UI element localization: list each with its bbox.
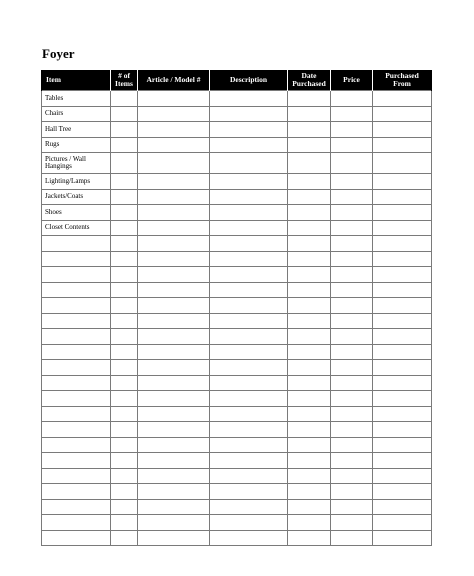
column-header bbox=[42, 70, 111, 91]
table-row bbox=[42, 453, 432, 469]
entry-cell[interactable] bbox=[373, 329, 432, 345]
entry-cell[interactable] bbox=[288, 174, 331, 190]
entry-cell[interactable] bbox=[138, 106, 210, 122]
column-header bbox=[111, 70, 138, 91]
entry-cell[interactable] bbox=[210, 236, 288, 252]
entry-cell[interactable] bbox=[111, 360, 138, 376]
table-row bbox=[42, 329, 432, 345]
entry-cell[interactable] bbox=[210, 313, 288, 329]
table-row bbox=[42, 375, 432, 391]
table-row bbox=[42, 106, 432, 122]
entry-cell[interactable] bbox=[138, 329, 210, 345]
entry-cell[interactable] bbox=[288, 236, 331, 252]
entry-cell[interactable] bbox=[210, 344, 288, 360]
entry-cell[interactable] bbox=[331, 406, 373, 422]
item-label-text: Tables bbox=[45, 93, 64, 102]
entry-cell[interactable] bbox=[331, 122, 373, 138]
entry-cell[interactable] bbox=[373, 406, 432, 422]
table-row bbox=[42, 153, 432, 174]
entry-cell[interactable] bbox=[210, 205, 288, 221]
entry-cell[interactable] bbox=[373, 437, 432, 453]
entry-cell[interactable] bbox=[111, 468, 138, 484]
column-header-text: Purchased bbox=[292, 79, 326, 88]
entry-cell[interactable] bbox=[210, 530, 288, 546]
entry-cell[interactable] bbox=[42, 453, 111, 469]
item-label-text: Rugs bbox=[45, 140, 60, 148]
entry-cell[interactable] bbox=[373, 282, 432, 298]
page-title: Foyer bbox=[42, 46, 75, 61]
entry-cell[interactable] bbox=[138, 251, 210, 267]
entry-cell[interactable] bbox=[42, 329, 111, 345]
entry-cell[interactable] bbox=[288, 137, 331, 153]
entry-cell[interactable] bbox=[138, 137, 210, 153]
entry-cell[interactable] bbox=[331, 251, 373, 267]
item-label-text: Shoes bbox=[45, 207, 62, 216]
entry-cell[interactable] bbox=[331, 422, 373, 438]
column-header bbox=[331, 70, 373, 91]
entry-cell[interactable] bbox=[210, 422, 288, 438]
entry-cell[interactable] bbox=[42, 530, 111, 546]
entry-cell[interactable] bbox=[111, 91, 138, 107]
entry-cell[interactable] bbox=[288, 422, 331, 438]
entry-cell[interactable] bbox=[138, 122, 210, 138]
entry-cell[interactable] bbox=[111, 422, 138, 438]
entry-cell[interactable] bbox=[210, 329, 288, 345]
entry-cell[interactable] bbox=[42, 391, 111, 407]
entry-cell[interactable] bbox=[138, 344, 210, 360]
entry-cell[interactable] bbox=[373, 515, 432, 531]
entry-cell[interactable] bbox=[288, 267, 331, 283]
entry-cell[interactable] bbox=[288, 515, 331, 531]
item-label bbox=[42, 91, 111, 107]
table-row bbox=[42, 236, 432, 252]
entry-cell[interactable] bbox=[288, 153, 331, 174]
entry-cell[interactable] bbox=[111, 106, 138, 122]
entry-cell[interactable] bbox=[373, 422, 432, 438]
entry-cell[interactable] bbox=[42, 344, 111, 360]
entry-cell[interactable] bbox=[331, 220, 373, 236]
entry-cell[interactable] bbox=[373, 106, 432, 122]
item-label-text: Hangings bbox=[45, 162, 72, 170]
entry-cell[interactable] bbox=[210, 251, 288, 267]
entry-cell[interactable] bbox=[210, 137, 288, 153]
entry-cell[interactable] bbox=[288, 106, 331, 122]
column-header bbox=[210, 70, 288, 91]
entry-cell[interactable] bbox=[138, 220, 210, 236]
entry-cell[interactable] bbox=[138, 484, 210, 500]
entry-cell[interactable] bbox=[138, 530, 210, 546]
item-label bbox=[42, 189, 111, 205]
column-header-text: Items bbox=[115, 79, 133, 88]
entry-cell[interactable] bbox=[138, 174, 210, 190]
entry-cell[interactable] bbox=[373, 153, 432, 174]
table-row bbox=[42, 282, 432, 298]
entry-cell[interactable] bbox=[331, 153, 373, 174]
entry-cell[interactable] bbox=[111, 220, 138, 236]
column-header-text: Date bbox=[301, 71, 317, 80]
column-header-text: Price bbox=[343, 75, 360, 84]
entry-cell[interactable] bbox=[111, 298, 138, 314]
entry-cell[interactable] bbox=[42, 236, 111, 252]
item-label-text: Pictures / Wall bbox=[45, 154, 86, 163]
table-row bbox=[42, 344, 432, 360]
entry-cell[interactable] bbox=[288, 484, 331, 500]
column-header-text: # of bbox=[118, 71, 130, 80]
entry-cell[interactable] bbox=[42, 484, 111, 500]
item-label bbox=[42, 153, 111, 174]
entry-cell[interactable] bbox=[331, 360, 373, 376]
column-header-text: From bbox=[393, 79, 411, 88]
table-row bbox=[42, 515, 432, 531]
entry-cell[interactable] bbox=[138, 313, 210, 329]
entry-cell[interactable] bbox=[111, 282, 138, 298]
entry-cell[interactable] bbox=[373, 91, 432, 107]
table-row bbox=[42, 391, 432, 407]
entry-cell[interactable] bbox=[288, 530, 331, 546]
entry-cell[interactable] bbox=[331, 137, 373, 153]
entry-cell[interactable] bbox=[42, 406, 111, 422]
item-label-text: Lighting/Lamps bbox=[45, 176, 91, 185]
entry-cell[interactable] bbox=[331, 298, 373, 314]
table-row bbox=[42, 220, 432, 236]
entry-cell[interactable] bbox=[42, 267, 111, 283]
column-header bbox=[373, 70, 432, 91]
table-row bbox=[42, 360, 432, 376]
table-row bbox=[42, 313, 432, 329]
table-row bbox=[42, 251, 432, 267]
entry-cell[interactable] bbox=[42, 499, 111, 515]
table-row bbox=[42, 205, 432, 221]
entry-cell[interactable] bbox=[373, 137, 432, 153]
entry-cell[interactable] bbox=[210, 453, 288, 469]
entry-cell[interactable] bbox=[138, 298, 210, 314]
entry-cell[interactable] bbox=[111, 189, 138, 205]
item-label-text: Jackets/Coats bbox=[45, 192, 84, 200]
entry-cell[interactable] bbox=[373, 453, 432, 469]
entry-cell[interactable] bbox=[373, 220, 432, 236]
table-row bbox=[42, 91, 432, 107]
item-label bbox=[42, 122, 111, 138]
entry-cell[interactable] bbox=[111, 437, 138, 453]
entry-cell[interactable] bbox=[210, 174, 288, 190]
entry-cell[interactable] bbox=[331, 236, 373, 252]
entry-cell[interactable] bbox=[373, 499, 432, 515]
entry-cell[interactable] bbox=[210, 484, 288, 500]
entry-cell[interactable] bbox=[138, 153, 210, 174]
entry-cell[interactable] bbox=[210, 360, 288, 376]
entry-cell[interactable] bbox=[111, 484, 138, 500]
entry-cell[interactable] bbox=[210, 122, 288, 138]
entry-cell[interactable] bbox=[288, 391, 331, 407]
entry-cell[interactable] bbox=[138, 205, 210, 221]
entry-cell[interactable] bbox=[42, 515, 111, 531]
entry-cell[interactable] bbox=[42, 360, 111, 376]
table-row bbox=[42, 468, 432, 484]
entry-cell[interactable] bbox=[210, 106, 288, 122]
item-label-text: Closet Contents bbox=[45, 223, 90, 231]
entry-cell[interactable] bbox=[331, 453, 373, 469]
entry-cell[interactable] bbox=[331, 499, 373, 515]
entry-cell[interactable] bbox=[138, 391, 210, 407]
entry-cell[interactable] bbox=[331, 106, 373, 122]
item-label bbox=[42, 137, 111, 153]
entry-cell[interactable] bbox=[331, 484, 373, 500]
entry-cell[interactable] bbox=[111, 205, 138, 221]
column-header-text: Purchased bbox=[385, 71, 419, 80]
entry-cell[interactable] bbox=[111, 267, 138, 283]
entry-cell[interactable] bbox=[42, 422, 111, 438]
entry-cell[interactable] bbox=[138, 422, 210, 438]
entry-cell[interactable] bbox=[111, 122, 138, 138]
entry-cell[interactable] bbox=[111, 174, 138, 190]
entry-cell[interactable] bbox=[331, 329, 373, 345]
entry-cell[interactable] bbox=[331, 91, 373, 107]
entry-cell[interactable] bbox=[210, 515, 288, 531]
entry-cell[interactable] bbox=[210, 91, 288, 107]
entry-cell[interactable] bbox=[210, 406, 288, 422]
entry-cell[interactable] bbox=[288, 344, 331, 360]
entry-cell[interactable] bbox=[111, 515, 138, 531]
entry-cell[interactable] bbox=[210, 189, 288, 205]
entry-cell[interactable] bbox=[210, 437, 288, 453]
entry-cell[interactable] bbox=[331, 282, 373, 298]
entry-cell[interactable] bbox=[138, 453, 210, 469]
entry-cell[interactable] bbox=[288, 329, 331, 345]
entry-cell[interactable] bbox=[288, 251, 331, 267]
entry-cell[interactable] bbox=[373, 344, 432, 360]
table-row bbox=[42, 174, 432, 190]
column-header-text: Article / Model # bbox=[146, 75, 201, 84]
entry-cell[interactable] bbox=[373, 530, 432, 546]
entry-cell[interactable] bbox=[373, 267, 432, 283]
entry-cell[interactable] bbox=[138, 437, 210, 453]
entry-cell[interactable] bbox=[138, 515, 210, 531]
entry-cell[interactable] bbox=[210, 298, 288, 314]
entry-cell[interactable] bbox=[288, 406, 331, 422]
entry-cell[interactable] bbox=[210, 220, 288, 236]
entry-cell[interactable] bbox=[331, 468, 373, 484]
entry-cell[interactable] bbox=[288, 375, 331, 391]
entry-cell[interactable] bbox=[373, 122, 432, 138]
entry-cell[interactable] bbox=[111, 391, 138, 407]
table-row bbox=[42, 137, 432, 153]
entry-cell[interactable] bbox=[331, 437, 373, 453]
entry-cell[interactable] bbox=[288, 437, 331, 453]
column-header bbox=[138, 70, 210, 91]
entry-cell[interactable] bbox=[373, 298, 432, 314]
entry-cell[interactable] bbox=[373, 468, 432, 484]
entry-cell[interactable] bbox=[111, 329, 138, 345]
entry-cell[interactable] bbox=[42, 313, 111, 329]
entry-cell[interactable] bbox=[138, 236, 210, 252]
table-row bbox=[42, 530, 432, 546]
item-label-text: Hall Tree bbox=[45, 124, 72, 133]
entry-cell[interactable] bbox=[138, 91, 210, 107]
entry-cell[interactable] bbox=[288, 282, 331, 298]
item-label bbox=[42, 174, 111, 190]
entry-cell[interactable] bbox=[42, 375, 111, 391]
entry-cell[interactable] bbox=[210, 267, 288, 283]
entry-cell[interactable] bbox=[331, 530, 373, 546]
entry-cell[interactable] bbox=[42, 251, 111, 267]
header-row bbox=[42, 70, 432, 91]
entry-cell[interactable] bbox=[138, 360, 210, 376]
entry-cell[interactable] bbox=[111, 137, 138, 153]
entry-cell[interactable] bbox=[210, 391, 288, 407]
entry-cell[interactable] bbox=[210, 375, 288, 391]
entry-cell[interactable] bbox=[111, 236, 138, 252]
entry-cell[interactable] bbox=[288, 122, 331, 138]
table-row bbox=[42, 437, 432, 453]
entry-cell[interactable] bbox=[138, 375, 210, 391]
table-row bbox=[42, 122, 432, 138]
item-label bbox=[42, 205, 111, 221]
entry-cell[interactable] bbox=[373, 189, 432, 205]
entry-cell[interactable] bbox=[288, 453, 331, 469]
entry-cell[interactable] bbox=[111, 251, 138, 267]
entry-cell[interactable] bbox=[331, 174, 373, 190]
entry-cell[interactable] bbox=[210, 153, 288, 174]
inventory-table bbox=[41, 70, 432, 546]
entry-cell[interactable] bbox=[138, 267, 210, 283]
table-row bbox=[42, 499, 432, 515]
entry-cell[interactable] bbox=[373, 484, 432, 500]
entry-cell[interactable] bbox=[288, 468, 331, 484]
table-row bbox=[42, 406, 432, 422]
entry-cell[interactable] bbox=[111, 530, 138, 546]
entry-cell[interactable] bbox=[138, 499, 210, 515]
entry-cell[interactable] bbox=[331, 391, 373, 407]
entry-cell[interactable] bbox=[210, 468, 288, 484]
entry-cell[interactable] bbox=[111, 406, 138, 422]
entry-cell[interactable] bbox=[331, 189, 373, 205]
item-label-text: Chairs bbox=[45, 109, 64, 117]
entry-cell[interactable] bbox=[138, 189, 210, 205]
entry-cell[interactable] bbox=[331, 375, 373, 391]
item-label bbox=[42, 106, 111, 122]
entry-cell[interactable] bbox=[288, 360, 331, 376]
item-label bbox=[42, 220, 111, 236]
entry-cell[interactable] bbox=[111, 375, 138, 391]
column-header bbox=[288, 70, 331, 91]
entry-cell[interactable] bbox=[111, 499, 138, 515]
entry-cell[interactable] bbox=[111, 453, 138, 469]
entry-cell[interactable] bbox=[288, 313, 331, 329]
entry-cell[interactable] bbox=[331, 515, 373, 531]
entry-cell[interactable] bbox=[138, 406, 210, 422]
entry-cell[interactable] bbox=[288, 91, 331, 107]
table-row bbox=[42, 422, 432, 438]
column-header-text: Description bbox=[229, 75, 268, 84]
entry-cell[interactable] bbox=[288, 298, 331, 314]
table-body bbox=[42, 91, 432, 546]
entry-cell[interactable] bbox=[111, 344, 138, 360]
entry-cell[interactable] bbox=[138, 468, 210, 484]
entry-cell[interactable] bbox=[42, 437, 111, 453]
entry-cell[interactable] bbox=[373, 360, 432, 376]
entry-cell[interactable] bbox=[288, 189, 331, 205]
table-row bbox=[42, 484, 432, 500]
entry-cell[interactable] bbox=[373, 174, 432, 190]
column-header-text: Item bbox=[46, 75, 61, 84]
entry-cell[interactable] bbox=[373, 391, 432, 407]
entry-cell[interactable] bbox=[42, 282, 111, 298]
entry-cell[interactable] bbox=[111, 313, 138, 329]
table-row bbox=[42, 189, 432, 205]
entry-cell[interactable] bbox=[373, 251, 432, 267]
entry-cell[interactable] bbox=[331, 205, 373, 221]
entry-cell[interactable] bbox=[373, 313, 432, 329]
entry-cell[interactable] bbox=[288, 220, 331, 236]
entry-cell[interactable] bbox=[331, 344, 373, 360]
table-row bbox=[42, 298, 432, 314]
entry-cell[interactable] bbox=[210, 499, 288, 515]
entry-cell[interactable] bbox=[42, 298, 111, 314]
entry-cell[interactable] bbox=[210, 282, 288, 298]
entry-cell[interactable] bbox=[331, 267, 373, 283]
table-row bbox=[42, 267, 432, 283]
entry-cell[interactable] bbox=[288, 499, 331, 515]
entry-cell[interactable] bbox=[288, 205, 331, 221]
entry-cell[interactable] bbox=[111, 153, 138, 174]
entry-cell[interactable] bbox=[373, 205, 432, 221]
entry-cell[interactable] bbox=[42, 468, 111, 484]
entry-cell[interactable] bbox=[373, 375, 432, 391]
entry-cell[interactable] bbox=[373, 236, 432, 252]
entry-cell[interactable] bbox=[331, 313, 373, 329]
entry-cell[interactable] bbox=[138, 282, 210, 298]
